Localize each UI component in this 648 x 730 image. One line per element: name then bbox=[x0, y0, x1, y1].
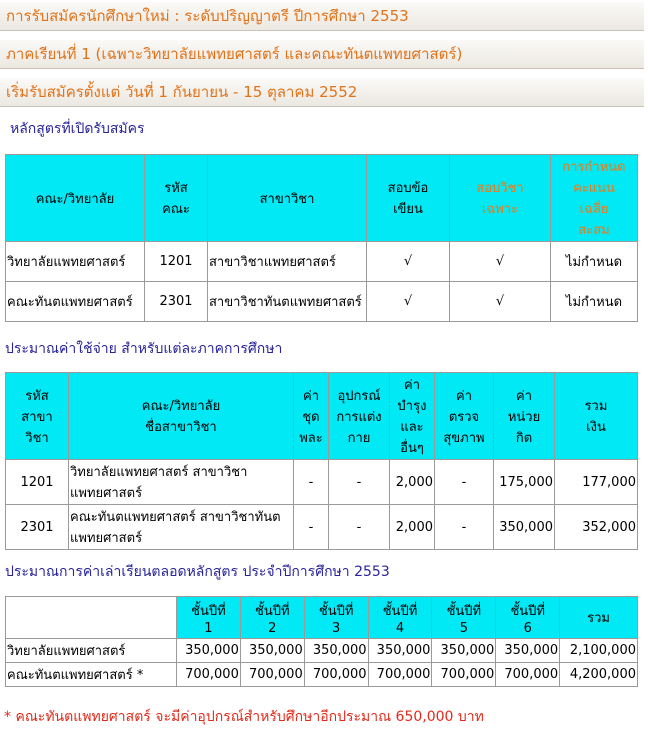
col-total: รวม bbox=[560, 597, 638, 639]
table-row bbox=[6, 460, 638, 505]
faculty-code: 2301 bbox=[145, 282, 208, 322]
attire: - bbox=[329, 505, 390, 550]
credit-fee: 175,000 bbox=[494, 460, 555, 505]
written-exam-check: √ bbox=[367, 282, 450, 322]
col-faculty-code: รหัส คณะ bbox=[145, 155, 208, 242]
table-row bbox=[6, 242, 638, 282]
gpa-requirement: ไม่กำหนด bbox=[551, 282, 638, 322]
col-maintenance: ค่า บำรุง และ อื่นๆ bbox=[390, 373, 435, 460]
col-year-4: ชั้นปีที่ 4 bbox=[368, 597, 432, 639]
special-exam-check: √ bbox=[450, 242, 551, 282]
pe-uniform: - bbox=[294, 460, 329, 505]
year-5-fee: 350,000 bbox=[432, 639, 496, 663]
banner-title: การรับสมัครนักศึกษาใหม่ : ระดับปริญญาตรี ปีการศึกษา 2553 bbox=[0, 2, 644, 31]
maintenance: 2,000 bbox=[390, 505, 435, 550]
faculty-code: 1201 bbox=[145, 242, 208, 282]
year-5-fee: 700,000 bbox=[432, 663, 496, 687]
col-gpa-requirement: การกำหนด คะแนน เฉลี่ย สะสม bbox=[551, 155, 638, 242]
special-exam-check: √ bbox=[450, 282, 551, 322]
table-row bbox=[6, 639, 638, 663]
col-faculty: คณะ/วิทยาลัย bbox=[6, 155, 145, 242]
col-health-check: ค่า ตรวจ สุขภาพ bbox=[435, 373, 494, 460]
faculty-name: วิทยาลัยแพทยศาสตร์ bbox=[6, 242, 145, 282]
col-faculty-major: คณะ/วิทยาลัย ชื่อสาขาวิชา bbox=[69, 373, 294, 460]
faculty-major: วิทยาลัยแพทยศาสตร์ สาขาวิชาแพทยศาสตร์ bbox=[69, 460, 294, 505]
major-code: 2301 bbox=[6, 505, 69, 550]
gpa-requirement: ไม่กำหนด bbox=[551, 242, 638, 282]
col-total: รวม เงิน bbox=[555, 373, 638, 460]
tuition-table bbox=[5, 596, 638, 687]
col-credit-fee: ค่า หน่วย กิต bbox=[494, 373, 555, 460]
year-4-fee: 350,000 bbox=[368, 639, 432, 663]
total: 352,000 bbox=[555, 505, 638, 550]
credit-fee: 350,000 bbox=[494, 505, 555, 550]
total-fee: 2,100,000 bbox=[560, 639, 638, 663]
col-year-5: ชั้นปีที่ 5 bbox=[432, 597, 496, 639]
expenses-heading: ประมาณค่าใช้จ่าย สำหรับแต่ละภาคการศึกษา bbox=[5, 341, 283, 357]
pe-uniform: - bbox=[294, 505, 329, 550]
total-fee: 4,200,000 bbox=[560, 663, 638, 687]
table-row bbox=[6, 663, 638, 687]
banner-dates: เริ่มรับสมัครตั้งแต่ วันที่ 1 กันยายน - 15 ตุลาคม 2552 bbox=[0, 78, 644, 107]
faculty-major: คณะทันตแพทยศาสตร์ สาขาวิชาทันตแพทยศาสตร์ bbox=[69, 505, 294, 550]
footnote: * คณะทันตแพทยศาสตร์ จะมีค่าอุปกรณ์สำหรับศึกษาอีกประมาณ 650,000 บาท bbox=[4, 709, 484, 725]
col-year-6: ชั้นปีที่ 6 bbox=[496, 597, 560, 639]
courses-table bbox=[5, 154, 638, 322]
year-2-fee: 700,000 bbox=[240, 663, 304, 687]
col-pe-uniform: ค่า ชุด พละ bbox=[294, 373, 329, 460]
year-3-fee: 700,000 bbox=[304, 663, 368, 687]
banner-semester: ภาคเรียนที่ 1 (เฉพาะวิทยาลัยแพทยศาสตร์ และคณะทันตแพทยศาสตร์) bbox=[0, 40, 644, 69]
total: 177,000 bbox=[555, 460, 638, 505]
health-check: - bbox=[435, 505, 494, 550]
faculty-name: วิทยาลัยแพทยศาสตร์ bbox=[6, 639, 177, 663]
col-year-3: ชั้นปีที่ 3 bbox=[304, 597, 368, 639]
faculty-name: คณะทันตแพทยศาสตร์ * bbox=[6, 663, 177, 687]
expenses-table bbox=[5, 372, 638, 550]
col-attire: อุปกรณ์ การแต่ง กาย bbox=[329, 373, 390, 460]
written-exam-check: √ bbox=[367, 242, 450, 282]
table-row bbox=[6, 282, 638, 322]
year-1-fee: 700,000 bbox=[177, 663, 241, 687]
year-2-fee: 350,000 bbox=[240, 639, 304, 663]
col-written-exam: สอบข้อ เขียน bbox=[367, 155, 450, 242]
tuition-corner-cell bbox=[6, 597, 177, 639]
col-year-1: ชั้นปีที่ 1 bbox=[177, 597, 241, 639]
table-row bbox=[6, 505, 638, 550]
col-major-code: รหัส สาขา วิชา bbox=[6, 373, 69, 460]
col-special-exam: สอบวิชา เฉพาะ bbox=[450, 155, 551, 242]
faculty-name: คณะทันตแพทยศาสตร์ bbox=[6, 282, 145, 322]
major-name: สาขาวิชาแพทยศาสตร์ bbox=[208, 242, 367, 282]
maintenance: 2,000 bbox=[390, 460, 435, 505]
health-check: - bbox=[435, 460, 494, 505]
major-code: 1201 bbox=[6, 460, 69, 505]
tuition-heading: ประมาณการค่าเล่าเรียนตลอดหลักสูตร ประจำปีการศึกษา 2553 bbox=[5, 564, 390, 580]
year-1-fee: 350,000 bbox=[177, 639, 241, 663]
courses-heading: หลักสูตรที่เปิดรับสมัคร bbox=[10, 121, 145, 137]
year-6-fee: 700,000 bbox=[496, 663, 560, 687]
major-name: สาขาวิชาทันตแพทยศาสตร์ bbox=[208, 282, 367, 322]
year-6-fee: 350,000 bbox=[496, 639, 560, 663]
year-4-fee: 700,000 bbox=[368, 663, 432, 687]
col-major: สาขาวิชา bbox=[208, 155, 367, 242]
year-3-fee: 350,000 bbox=[304, 639, 368, 663]
col-year-2: ชั้นปีที่ 2 bbox=[240, 597, 304, 639]
attire: - bbox=[329, 460, 390, 505]
